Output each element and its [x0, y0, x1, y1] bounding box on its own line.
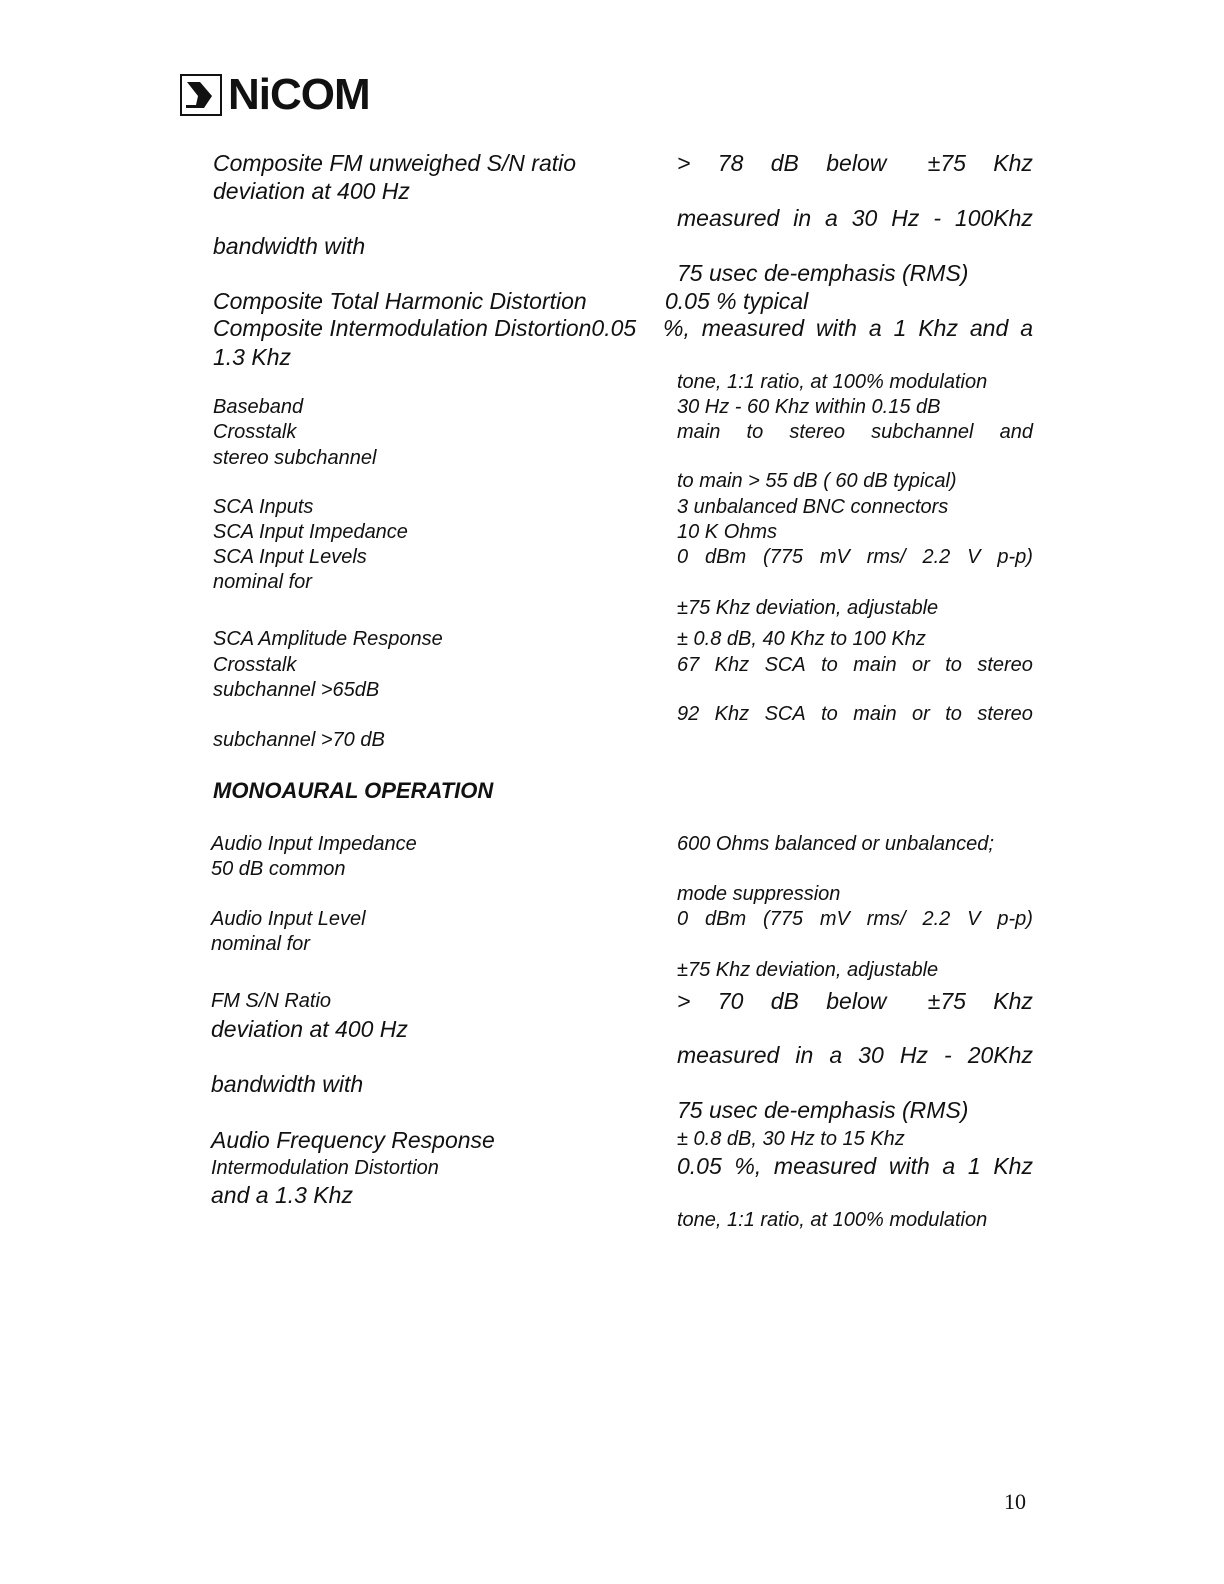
sca-levels-value2: ±75 Khz deviation, adjustable [677, 597, 939, 619]
baseband-label: Baseband [213, 396, 304, 418]
sca-impedance-label: SCA Input Impedance [213, 521, 408, 543]
sca-inputs-label: SCA Inputs [213, 496, 314, 518]
sca-levels-value: 0 dBm (775 mV rms/ 2.2 V p-p) [677, 546, 1033, 568]
baseband-value: 30 Hz - 60 Khz within 0.15 dB [677, 396, 941, 418]
sca-crosstalk-label: Crosstalk [213, 654, 297, 676]
sca-impedance-value: 10 K Ohms [677, 521, 778, 543]
composite-sn-value: > 78 dB below ±75 Khz [677, 150, 1033, 176]
audio-level-cont: nominal for [211, 933, 310, 955]
crosstalk-value: main to stereo subchannel and [677, 421, 1033, 443]
audio-level-value2: ±75 Khz deviation, adjustable [677, 959, 939, 981]
fm-sn-cont: deviation at 400 Hz [211, 1016, 408, 1042]
sca-crosstalk-value: 67 Khz SCA to main or to stereo [677, 654, 1033, 676]
sca-crosstalk-cont: subchannel >65dB [213, 679, 380, 701]
sca-amplitude-value: ± 0.8 dB, 40 Khz to 100 Khz [677, 628, 926, 650]
arrow-logo-icon [180, 74, 222, 116]
logo-wordmark: NiCOM [228, 70, 370, 119]
imd-value: %, measured with a 1 Khz and a [663, 315, 1033, 341]
composite-sn-label: Composite FM unweighed S/N ratio [213, 150, 577, 176]
mono-imd-label: Intermodulation Distortion [211, 1157, 439, 1179]
fm-sn-deemphasis: 75 usec de-emphasis (RMS) [677, 1097, 969, 1123]
fm-sn-bandwidth: bandwidth with [211, 1071, 364, 1097]
composite-sn-measured: measured in a 30 Hz - 100Khz [677, 205, 1033, 231]
mono-imd-cont: and a 1.3 Khz [211, 1182, 353, 1208]
fm-sn-measured: measured in a 30 Hz - 20Khz [677, 1042, 1033, 1068]
crosstalk-value2: to main > 55 dB ( 60 dB typical) [677, 470, 957, 492]
crosstalk-label: Crosstalk [213, 421, 297, 443]
audio-level-value: 0 dBm (775 mV rms/ 2.2 V p-p) [677, 908, 1033, 930]
audio-level-label: Audio Input Level [211, 908, 366, 930]
composite-sn-bandwidth: bandwidth with [213, 233, 366, 259]
sca-inputs-value: 3 unbalanced BNC connectors [677, 496, 949, 518]
thd-label: Composite Total Harmonic Distortion [213, 288, 587, 314]
audio-impedance-value2: mode suppression [677, 883, 841, 905]
freq-response-value: ± 0.8 dB, 30 Hz to 15 Khz [677, 1128, 905, 1150]
thd-value: 0.05 % typical [665, 288, 809, 314]
audio-impedance-label: Audio Input Impedance [211, 833, 417, 855]
composite-sn-cont: deviation at 400 Hz [213, 178, 410, 204]
sca-amplitude-label: SCA Amplitude Response [213, 628, 443, 650]
sca-crosstalk-value2: 92 Khz SCA to main or to stereo [677, 703, 1033, 725]
sca-levels-cont: nominal for [213, 571, 312, 593]
mono-imd-value: 0.05 %, measured with a 1 Khz [677, 1153, 1033, 1179]
audio-impedance-cont: 50 dB common [211, 858, 346, 880]
freq-response-label: Audio Frequency Response [211, 1127, 495, 1153]
nicom-logo [180, 72, 370, 118]
fm-sn-label: FM S/N Ratio [211, 990, 332, 1012]
page-number: 10 [1004, 1489, 1026, 1514]
audio-impedance-value: 600 Ohms balanced or unbalanced; [677, 833, 994, 855]
sca-levels-label: SCA Input Levels [213, 546, 367, 568]
mono-heading: MONOAURAL OPERATION [213, 778, 494, 803]
imd-cont: 1.3 Khz [213, 344, 291, 370]
sca-crosstalk-cont2: subchannel >70 dB [213, 729, 385, 751]
imd-tone: tone, 1:1 ratio, at 100% modulation [677, 371, 988, 393]
mono-imd-tone: tone, 1:1 ratio, at 100% modulation [677, 1209, 988, 1231]
imd-label: Composite Intermodulation Distortion0.05 [213, 315, 637, 341]
composite-sn-deemphasis: 75 usec de-emphasis (RMS) [677, 260, 969, 286]
crosstalk-cont: stereo subchannel [213, 447, 377, 469]
fm-sn-value: > 70 dB below ±75 Khz [677, 988, 1033, 1014]
